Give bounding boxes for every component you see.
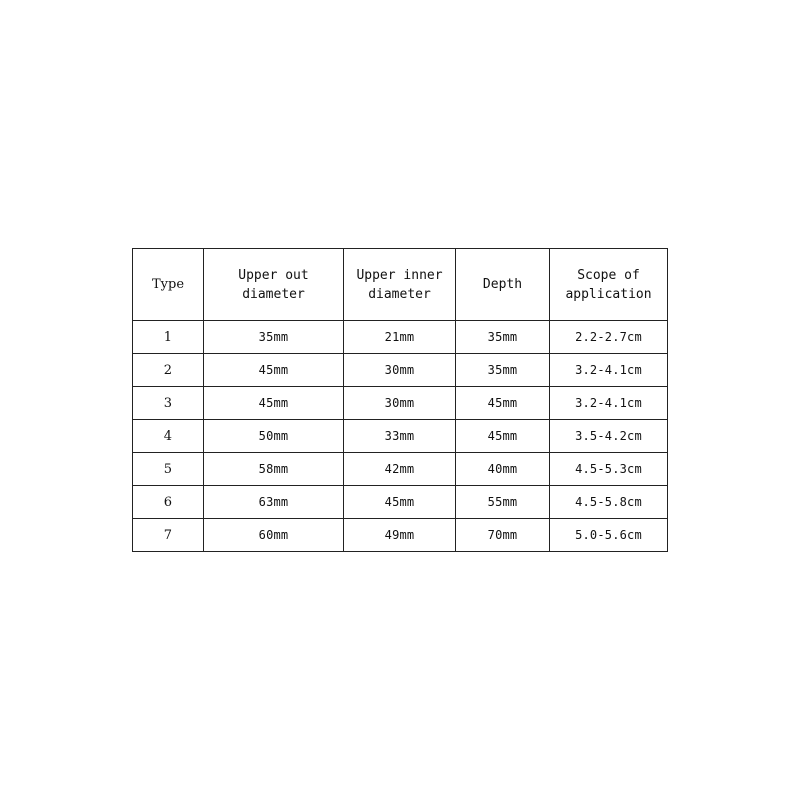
cell-upper-out-diameter: 35mm xyxy=(204,321,344,354)
header-row xyxy=(133,249,668,321)
header-type xyxy=(133,249,204,321)
header-type-label: Type xyxy=(151,277,185,292)
header-upper-out-diameter xyxy=(204,249,344,321)
cell-upper-inner-diameter: 33mm xyxy=(344,420,456,453)
header-depth xyxy=(456,249,550,321)
header-depth-label: Depth xyxy=(482,277,523,292)
table-row xyxy=(133,354,668,387)
cell-upper-out-diameter: 45mm xyxy=(204,387,344,420)
cell-upper-inner-diameter: 21mm xyxy=(344,321,456,354)
table-row xyxy=(133,453,668,486)
header-upper-inner-diameter xyxy=(344,249,456,321)
header-upper-inner-diameter-line1: Upper inner xyxy=(356,267,443,283)
cell-scope: 4.5-5.3cm xyxy=(550,453,668,486)
cell-upper-inner-diameter: 30mm xyxy=(344,354,456,387)
cell-type: 5 xyxy=(133,453,204,486)
table-row xyxy=(133,420,668,453)
cell-upper-inner-diameter: 30mm xyxy=(344,387,456,420)
table-body xyxy=(133,321,668,552)
header-scope-line2: application xyxy=(565,286,652,302)
cell-type: 4 xyxy=(133,420,204,453)
cell-scope: 3.5-4.2cm xyxy=(550,420,668,453)
cell-upper-out-diameter: 60mm xyxy=(204,519,344,552)
cell-type: 6 xyxy=(133,486,204,519)
cell-upper-out-diameter: 58mm xyxy=(204,453,344,486)
cell-depth: 35mm xyxy=(456,321,550,354)
table-row xyxy=(133,486,668,519)
cell-scope: 3.2-4.1cm xyxy=(550,354,668,387)
cell-scope: 4.5-5.8cm xyxy=(550,486,668,519)
cell-type: 7 xyxy=(133,519,204,552)
cell-upper-inner-diameter: 49mm xyxy=(344,519,456,552)
header-scope-of-application xyxy=(550,249,668,321)
cell-upper-inner-diameter: 45mm xyxy=(344,486,456,519)
table-row xyxy=(133,321,668,354)
header-upper-inner-diameter-line2: diameter xyxy=(368,286,431,302)
cell-depth: 35mm xyxy=(456,354,550,387)
header-scope-line1: Scope of xyxy=(577,267,640,283)
cell-upper-out-diameter: 63mm xyxy=(204,486,344,519)
cell-scope: 2.2-2.7cm xyxy=(550,321,668,354)
cell-type: 2 xyxy=(133,354,204,387)
header-upper-out-diameter-line1: Upper out xyxy=(238,267,309,283)
cell-depth: 45mm xyxy=(456,420,550,453)
cell-depth: 70mm xyxy=(456,519,550,552)
cell-depth: 45mm xyxy=(456,387,550,420)
cell-scope: 3.2-4.1cm xyxy=(550,387,668,420)
cell-upper-out-diameter: 45mm xyxy=(204,354,344,387)
table-header xyxy=(133,249,668,321)
header-upper-out-diameter-line2: diameter xyxy=(242,286,305,302)
table-row xyxy=(133,519,668,552)
cell-scope: 5.0-5.6cm xyxy=(550,519,668,552)
cell-upper-inner-diameter: 42mm xyxy=(344,453,456,486)
cell-type: 1 xyxy=(133,321,204,354)
cell-upper-out-diameter: 50mm xyxy=(204,420,344,453)
specification-table xyxy=(132,248,668,552)
cell-type: 3 xyxy=(133,387,204,420)
table-row xyxy=(133,387,668,420)
cell-depth: 55mm xyxy=(456,486,550,519)
cell-depth: 40mm xyxy=(456,453,550,486)
